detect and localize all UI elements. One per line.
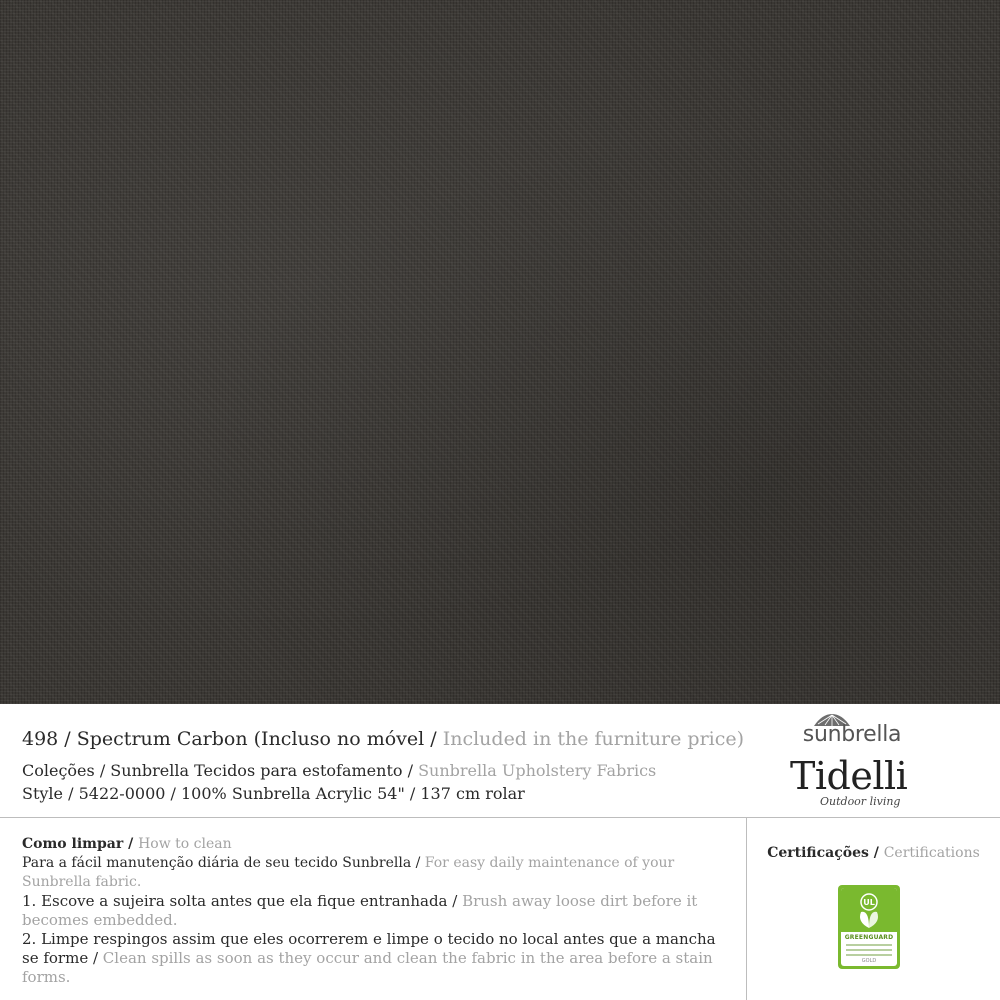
cleaning-step-1-en: Brush away loose dirt before it becomes embedded. [22,892,698,929]
badge-fine-print [846,944,892,959]
cleaning-title-pt: Como limpar / [22,836,139,852]
brand-logos [792,712,942,814]
cleaning-intro-pt: Para a fácil manutenção diária de seu tecido Sunbrella / [22,855,425,871]
collection-pt: Coleções / Sunbrella Tecidos para estofamento / [22,761,419,780]
product-title-pt: 498 / Spectrum Carbon (Incluso no móvel / [22,728,443,750]
section-divider [0,817,1000,818]
tidelli-tagline: Outdoor living [820,795,901,808]
svg-text:UL: UL [863,898,875,907]
product-title-en: Included in the furniture price) [442,728,745,750]
collection-en: Sunbrella Upholstery Fabrics [418,761,657,780]
certifications-title [747,845,1000,861]
greenguard-badge-header [841,888,897,932]
tidelli-logo [790,756,940,808]
cleaning-intro [22,854,732,892]
cleaning-step-2 [22,930,732,987]
ul-leaf-icon [841,888,897,932]
certifications-title-pt: Certificações / [767,845,884,861]
sunbrella-wordmark: sunbrella [802,722,902,747]
cleaning-step-2-pt: 2. Limpe respingos assim que eles ocorrerem e limpe o tecido no local antes que a mancha se forme / [22,930,716,967]
cleaning-title [22,835,732,854]
cleaning-section [22,835,732,987]
cleaning-title-en: How to clean [138,836,232,852]
cleaning-step-2-en: Clean spills as soon as they occur and clean the fabric in the area before a stain forms. [22,949,713,986]
tidelli-wordmark: Tidelli [790,754,908,798]
greenguard-label: GREENGUARD [844,934,894,941]
cleaning-intro-en: For easy daily maintenance of your Sunbrella fabric. [22,855,675,890]
greenguard-level: GOLD [861,958,877,964]
style-line: Style / 5422-0000 / 100% Sunbrella Acrylic 54" / 137 cm rolar [22,784,525,803]
certifications-title-en: Certifications [883,845,980,861]
product-title [22,726,782,752]
cleaning-step-1 [22,892,732,930]
sunbrella-logo [792,712,912,750]
collection-line [22,759,782,782]
certifications-section [747,845,1000,964]
greenguard-badge [838,885,900,969]
cleaning-step-1-pt: 1. Escove a sujeira solta antes que ela fique entranhada / [22,892,463,910]
greenguard-badge-body [841,888,897,966]
product-info [22,726,782,805]
